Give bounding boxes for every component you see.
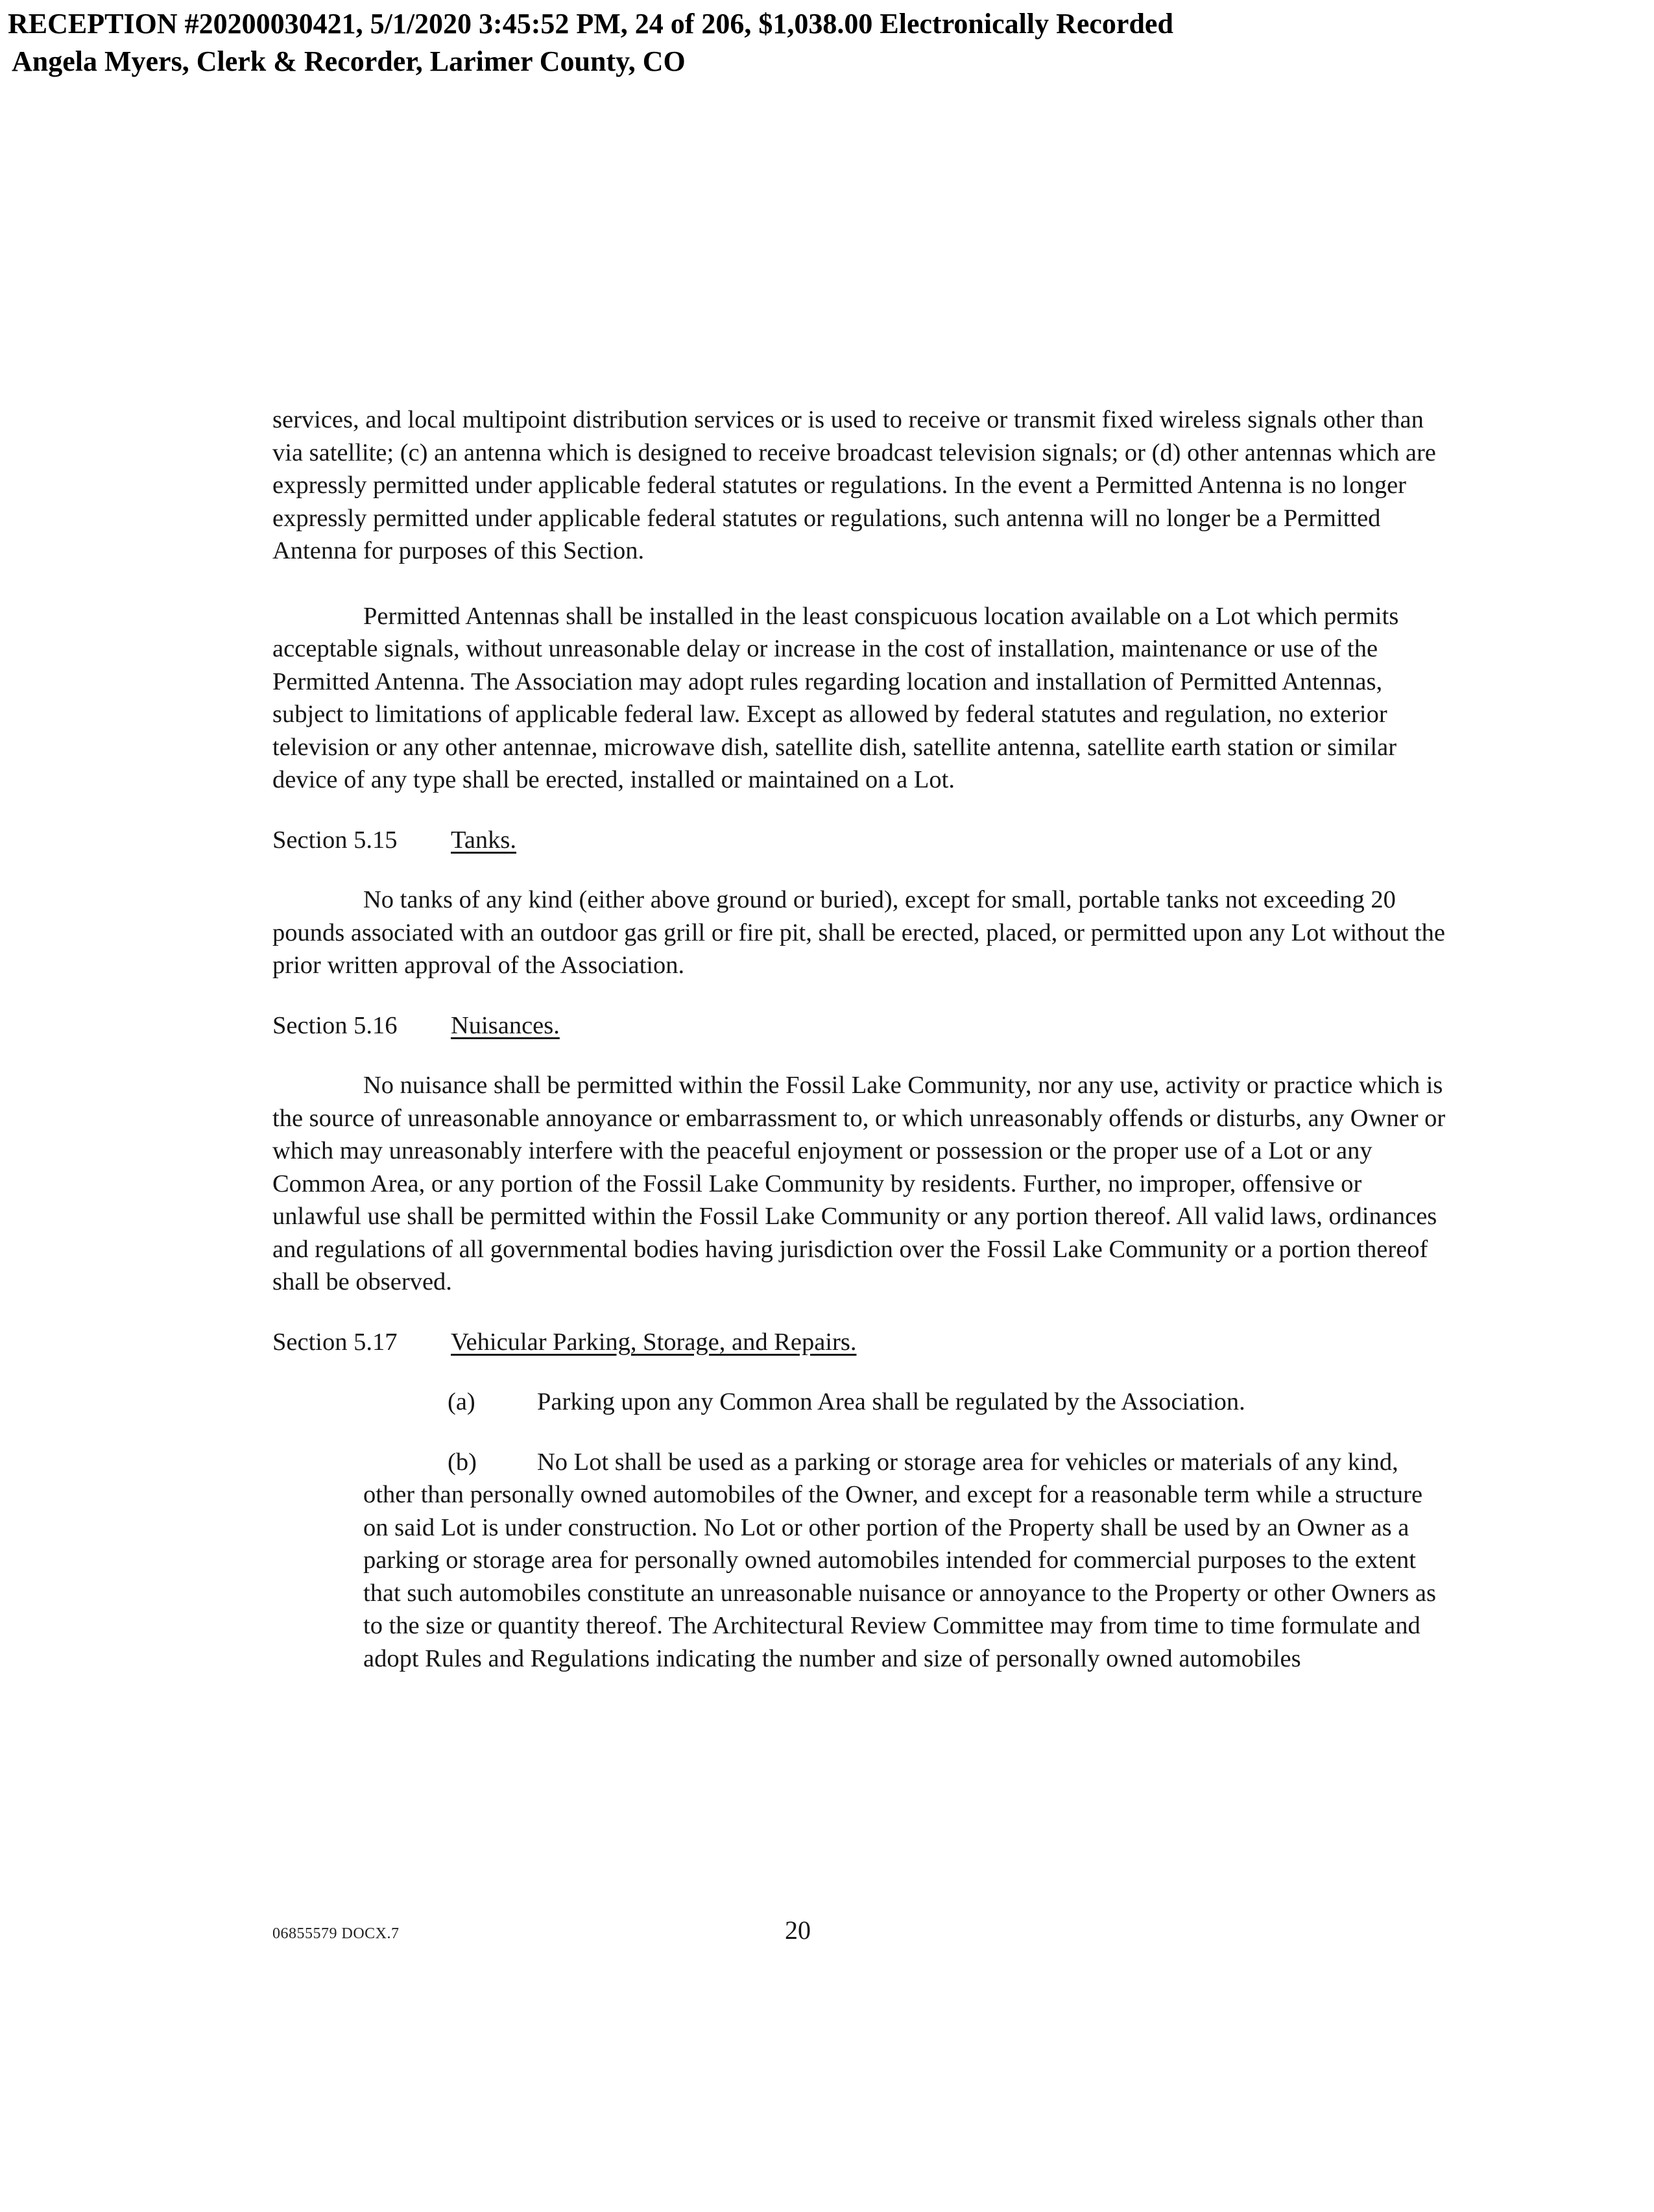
recording-stamp-line1: RECEPTION #20200030421, 5/1/2020 3:45:52 PM, 24 of 206, $1,038.00 Electronically Recorded bbox=[8, 8, 1173, 40]
continuation-paragraph: services, and local multipoint distribution services or is used to receive or transmit fixed wireless signals other than via satellite; (c) an antenna which is designed to receive broadcast television signals; or (d) other antennas which are expressly permitted under applicable federal statutes or regulations. In the event a Permitted Antenna is no longer expressly permitted under applicable federal statutes or regulations, such antenna will no longer be a Permitted Antenna for purposes of this Section. bbox=[272, 406, 1436, 564]
section-title: Tanks. bbox=[451, 826, 517, 854]
footer-page-number: 20 bbox=[785, 1916, 811, 1945]
recording-stamp-line2: Angela Myers, Clerk & Recorder, Larimer County, CO bbox=[12, 45, 686, 77]
footer-document-id: 06855579 DOCX.7 bbox=[272, 1925, 400, 1942]
recording-stamp bbox=[8, 5, 1173, 80]
antenna-paragraph: Permitted Antennas shall be installed in the least conspicuous location available on a Lot which permits acceptable signals, without unreasonable delay or increase in the cost of installation, maintenance or use of the Permitted Antenna. The Association may adopt rules regarding location and installation of Permitted Antennas, subject to limitations of applicable federal law. Except as allowed by federal statutes and regulation, no exterior television or any other antennae, microwave dish, satellite dish, satellite antenna, satellite earth station or similar device of any type shall be erected, installed or maintained on a Lot. bbox=[272, 602, 1399, 793]
section-5-16-text: No nuisance shall be permitted within the Fossil Lake Community, nor any use, activity or practice which is the source of unreasonable annoyance or embarrassment to, or which unreasonably offends or disturbs, any Owner or which may unreasonably interfere with the peaceful enjoyment or possession or the proper use of a Lot or any Common Area, or any portion of the Fossil Lake Community by residents. Further, no improper, offensive or unlawful use shall be permitted within the Fossil Lake Community or any portion thereof. All valid laws, ordinances and regulations of all governmental bodies having jurisdiction over the Fossil Lake Community or a portion thereof shall be observed. bbox=[272, 1072, 1446, 1295]
section-title: Vehicular Parking, Storage, and Repairs. bbox=[451, 1328, 857, 1356]
section-number: Section 5.15 bbox=[272, 826, 398, 854]
section-number: Section 5.16 bbox=[272, 1011, 398, 1039]
section-5-17-subsection-b bbox=[272, 1446, 1453, 1676]
section-5-15-heading bbox=[272, 824, 1453, 857]
section-5-15-text: No tanks of any kind (either above ground or buried), except for small, portable tanks not exceeding 20 pounds associated with an outdoor gas grill or fire pit, shall be erected, placed, or permitted upon any Lot without the prior written approval of the Association. bbox=[272, 886, 1445, 979]
subsection-label: (a) bbox=[448, 1388, 475, 1415]
section-5-17-subsection-a bbox=[272, 1386, 1453, 1419]
document-body bbox=[272, 403, 1453, 1675]
section-number: Section 5.17 bbox=[272, 1328, 398, 1356]
subsection-label: (b) bbox=[448, 1448, 477, 1476]
section-title: Nuisances. bbox=[451, 1011, 560, 1039]
subsection-text: No Lot shall be used as a parking or storage area for vehicles or materials of any kind, other than personally owned automobiles of the Owner, and except for a reasonable term while a structure on said Lot is under construction. No Lot or other portion of the Property shall be used by an Owner as a parking or storage area for personally owned automobiles intended for commercial purposes to the extent that such automobiles constitute an unreasonable nuisance or annoyance to the Property or other Owners as to the size or quantity thereof. The Architectural Review Committee may from time to time formulate and adopt Rules and Regulations indicating the number and size of personally owned automobiles bbox=[363, 1448, 1436, 1672]
section-5-17-heading bbox=[272, 1326, 1453, 1359]
section-5-16-heading bbox=[272, 1009, 1453, 1042]
subsection-text: Parking upon any Common Area shall be regulated by the Association. bbox=[537, 1388, 1245, 1415]
